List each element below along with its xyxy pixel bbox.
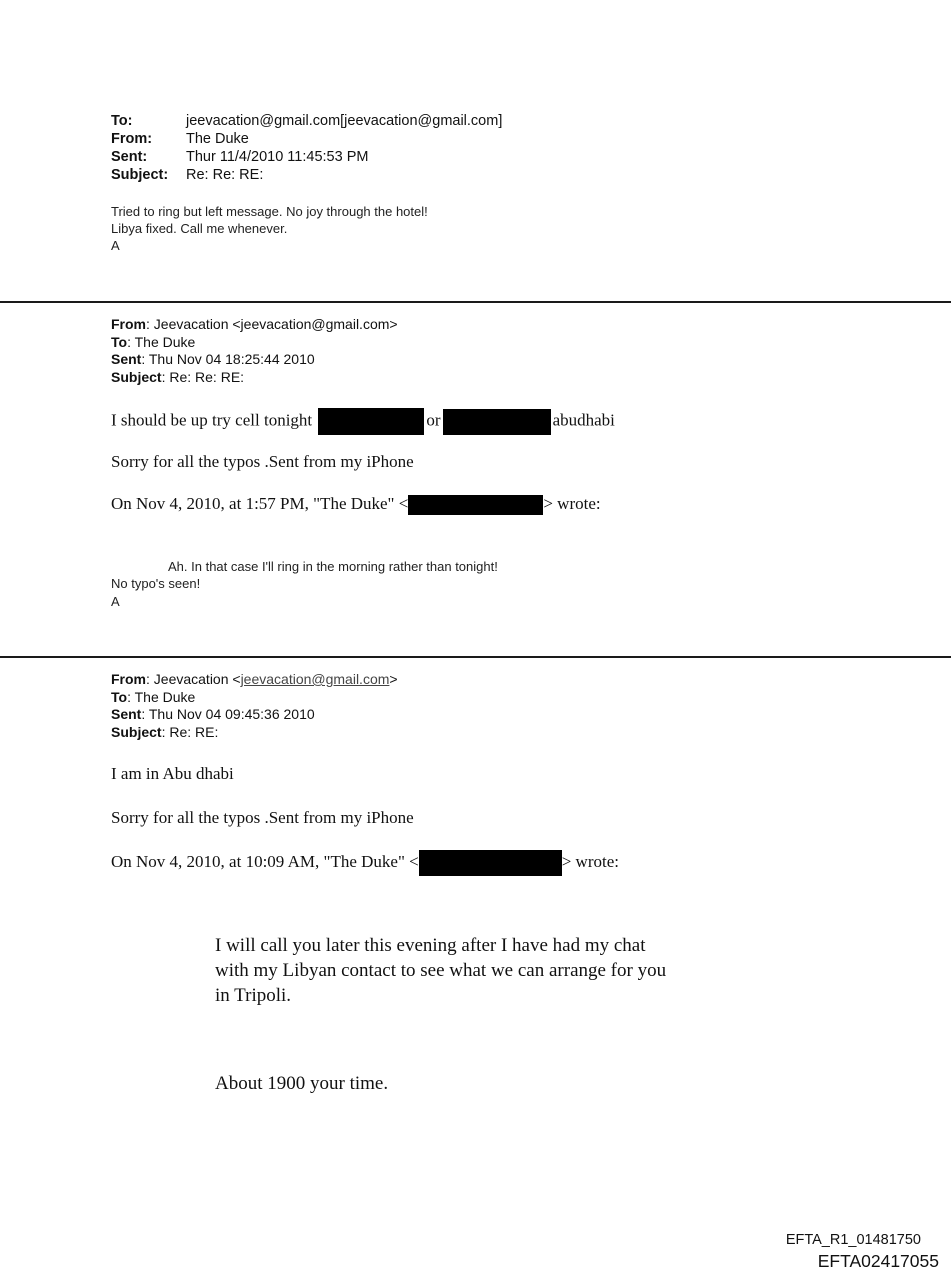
email2-quote-header	[111, 494, 601, 515]
to-label: To	[111, 333, 128, 350]
email3-quoted-line: I will call you later this evening after I have had my chat	[215, 935, 646, 956]
email3-quoted-line: with my Libyan contact to see what we can arrange for you	[215, 960, 667, 981]
email3-header	[111, 671, 398, 741]
from-label: From	[111, 671, 146, 687]
email2-header	[111, 316, 398, 386]
email2-quoted-line: Ah. In that case I'll ring in the morning rather than tonight!	[168, 559, 498, 574]
email3-quote-header	[111, 850, 619, 876]
sent-value: Thur 11/4/2010 11:45:53 PM	[186, 149, 369, 165]
redaction-box	[408, 495, 543, 515]
to-label: To	[111, 688, 128, 705]
email1-to-row	[111, 112, 502, 130]
from-suffix: >	[389, 671, 398, 687]
to-value: : The Duke	[127, 333, 196, 350]
email1-body-line: Tried to ring but left message. No joy through the hotel!	[111, 204, 428, 219]
quote-prefix: On Nov 4, 2010, at 10:09 AM, "The Duke" <	[111, 851, 419, 871]
sent-value: : Thu Nov 04 09:45:36 2010	[141, 706, 315, 722]
email2-quoted-line: A	[111, 594, 120, 609]
email2-to-row	[111, 334, 398, 352]
subject-value: : Re: RE:	[161, 723, 219, 740]
body-text: I should be up try cell tonight	[111, 410, 313, 430]
from-label: From	[111, 316, 146, 332]
sent-label: Sent:	[111, 149, 148, 165]
divider	[0, 656, 951, 658]
email3-body-line1: I am in Abu dhabi	[111, 764, 234, 783]
bates-number-2: EFTA02417055	[817, 1251, 939, 1271]
quote-suffix: > wrote:	[543, 494, 601, 513]
email1-subject-row	[111, 166, 502, 184]
email3-to-row	[111, 689, 398, 707]
redaction-box	[443, 409, 551, 435]
email1-body-line: Libya fixed. Call me whenever.	[111, 221, 288, 236]
email2-quoted-line: No typo's seen!	[111, 576, 201, 591]
body-text: abudhabi	[552, 410, 615, 430]
subject-value: Re: Re: RE:	[186, 167, 264, 183]
email3-quoted-line: in Tripoli.	[215, 985, 292, 1006]
email1-sent-row	[111, 148, 502, 166]
redaction-box	[419, 850, 562, 876]
from-value: : Jeevacation <jeevacation@gmail.com>	[146, 316, 398, 332]
sent-value: : Thu Nov 04 18:25:44 2010	[141, 351, 315, 367]
email2-sent-row	[111, 351, 398, 369]
email3-signature: Sorry for all the typos .Sent from my iPhone	[111, 808, 414, 827]
bates-number-1: EFTA_R1_01481750	[785, 1232, 921, 1248]
subject-value: : Re: Re: RE:	[161, 368, 245, 385]
email1-header	[111, 112, 502, 184]
email2-body-line1	[111, 408, 615, 435]
from-label: From:	[111, 131, 153, 147]
email2-signature: Sorry for all the typos .Sent from my iPhone	[111, 452, 414, 471]
subject-label: Subject	[111, 723, 162, 740]
email2-from-row	[111, 316, 398, 334]
quote-prefix: On Nov 4, 2010, at 1:57 PM, "The Duke" <	[111, 494, 409, 513]
quote-suffix: > wrote:	[561, 851, 619, 871]
email2-subject-row	[111, 369, 398, 387]
from-value: The Duke	[186, 131, 249, 147]
email3-quoted-body	[215, 933, 666, 1008]
email3-sent-row	[111, 706, 398, 724]
subject-label: Subject	[111, 368, 162, 385]
email3-quoted-closing: About 1900 your time.	[215, 1073, 389, 1094]
redaction-box	[318, 408, 424, 435]
from-email-link[interactable]: jeevacation@gmail.com	[240, 671, 390, 687]
to-value: jeevacation@gmail.com[jeevacation@gmail.com]	[186, 113, 503, 129]
to-label: To:	[111, 113, 133, 129]
email1-body	[111, 203, 428, 254]
sent-label: Sent	[111, 706, 142, 722]
email3-from-row	[111, 671, 398, 689]
subject-label: Subject:	[111, 167, 169, 183]
divider	[0, 301, 951, 303]
email3-subject-row	[111, 724, 398, 742]
to-value: : The Duke	[127, 688, 196, 705]
email1-from-row	[111, 130, 502, 148]
email1-body-line: A	[111, 238, 120, 253]
from-prefix: : Jeevacation <	[146, 671, 241, 687]
body-text: or	[426, 410, 441, 430]
sent-label: Sent	[111, 351, 142, 367]
